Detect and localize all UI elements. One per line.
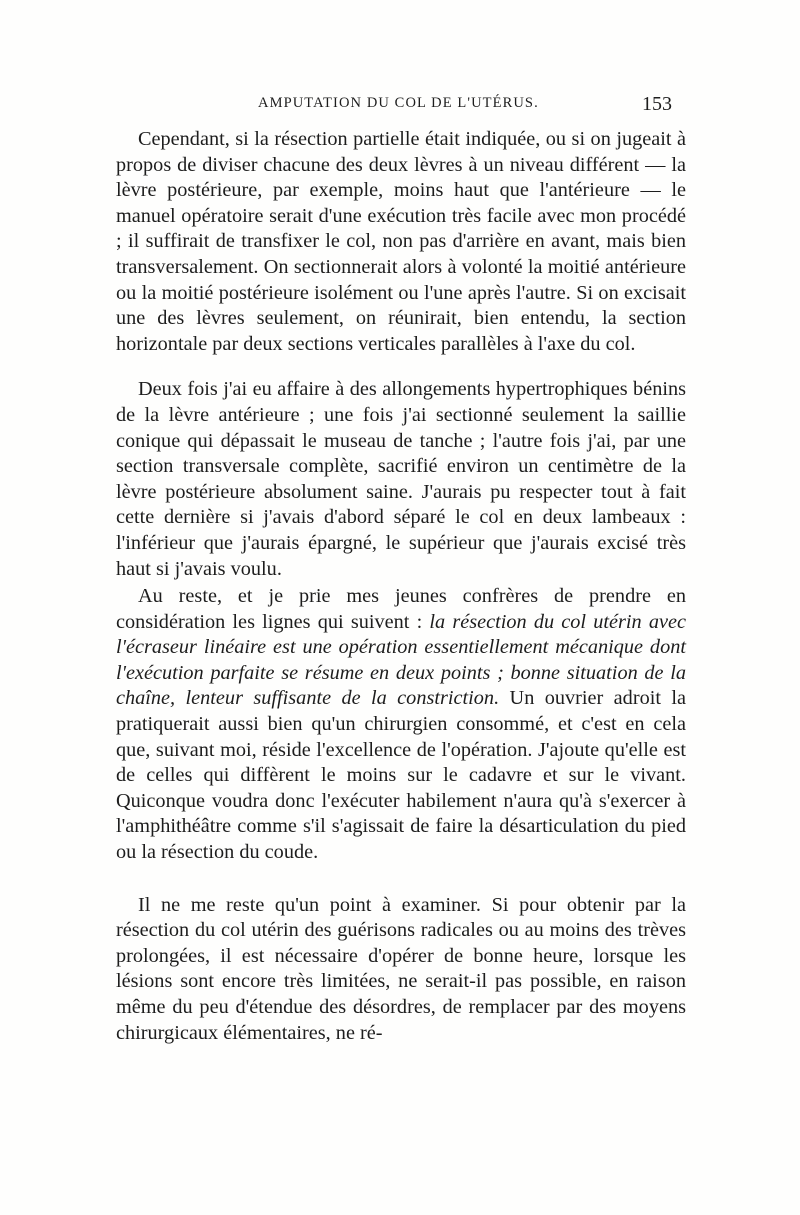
- paragraph-4: Il ne me reste qu'un point à examiner. Si pour obtenir par la résection du col utérin des guérisons radicales ou au moins des trèves prolongées, il est nécessaire d'opérer de bonne heure, lorsque les lésions sont encore très limitées, ne serait-il pas possible, en raison même du peu d'étendue des désordres, de remplacer par des moyens chirurgicaux élémentaires, ne ré-: [116, 893, 686, 1044]
- running-head-title: AMPUTATION DU COL DE L'UTÉRUS.: [258, 95, 539, 111]
- paragraph-2: Deux fois j'ai eu affaire à des allongements hypertrophiques bénins de la lèvre antérieure ; une fois j'ai sectionné seulement la saillie conique qui dépassait le museau de tanche ; l'autre fois j'ai, par une section transversale complète, sacrifié environ un centimètre de la lèvre postérieure absolument saine. J'aurais pu respecter tout à fait cette dernière si j'avais d'abord séparé le col en deux lambeaux : l'inférieur que j'aurais épargné, le supérieur que j'aurais excisé très haut si j'avais voulu.: [116, 378, 686, 580]
- paragraph-3: [116, 584, 686, 866]
- paragraph-1: Cependant, si la résection partielle était indiquée, ou si on jugeait à propos de diviser chacune des deux lèvres à un niveau différent — la lèvre postérieure, par exemple, moins haut que l'antérieure — le manuel opératoire serait d'une exécution très facile avec mon procédé ; il suffirait de transfixer le col, non pas d'arrière en avant, mais bien transversalement. On sectionnerait alors à volonté la moitié antérieure ou la moitié postérieure isolément ou l'une après l'autre. Si on excisait une des lèvres seulement, on réunirait, bien entendu, la section horizontale par deux sections verticales parallèles à l'axe du col.: [116, 128, 686, 355]
- body-text: [116, 118, 686, 1046]
- paragraph-3-italic-passage: la résection du col utérin avec l'écraseur linéaire est une opération essentiellement mécanique dont l'exécution parfaite se résume en deux points ; bonne situation de la chaîne, lenteur suffisante de la constriction.: [116, 610, 686, 710]
- paragraph-3-tail: Un ouvrier adroit la pratiquerait aussi bien qu'un chirurgien consommé, et c'est en cela que, suivant moi, réside l'excellence de l'opération. J'ajoute qu'elle est de celles qui diffèrent le moins sur le cadavre et sur le vivant. Quiconque voudra donc l'exécuter habilement n'aura qu'à s'exercer à l'amphithéâtre comme s'il s'agissait de faire la désarticulation du pied ou la résection du coude.: [116, 687, 687, 864]
- page-number: 153: [642, 93, 672, 115]
- paragraph-3-lead: Au reste, et je prie mes jeunes confrères de prendre en considération les lignes qui suivent :: [116, 585, 686, 633]
